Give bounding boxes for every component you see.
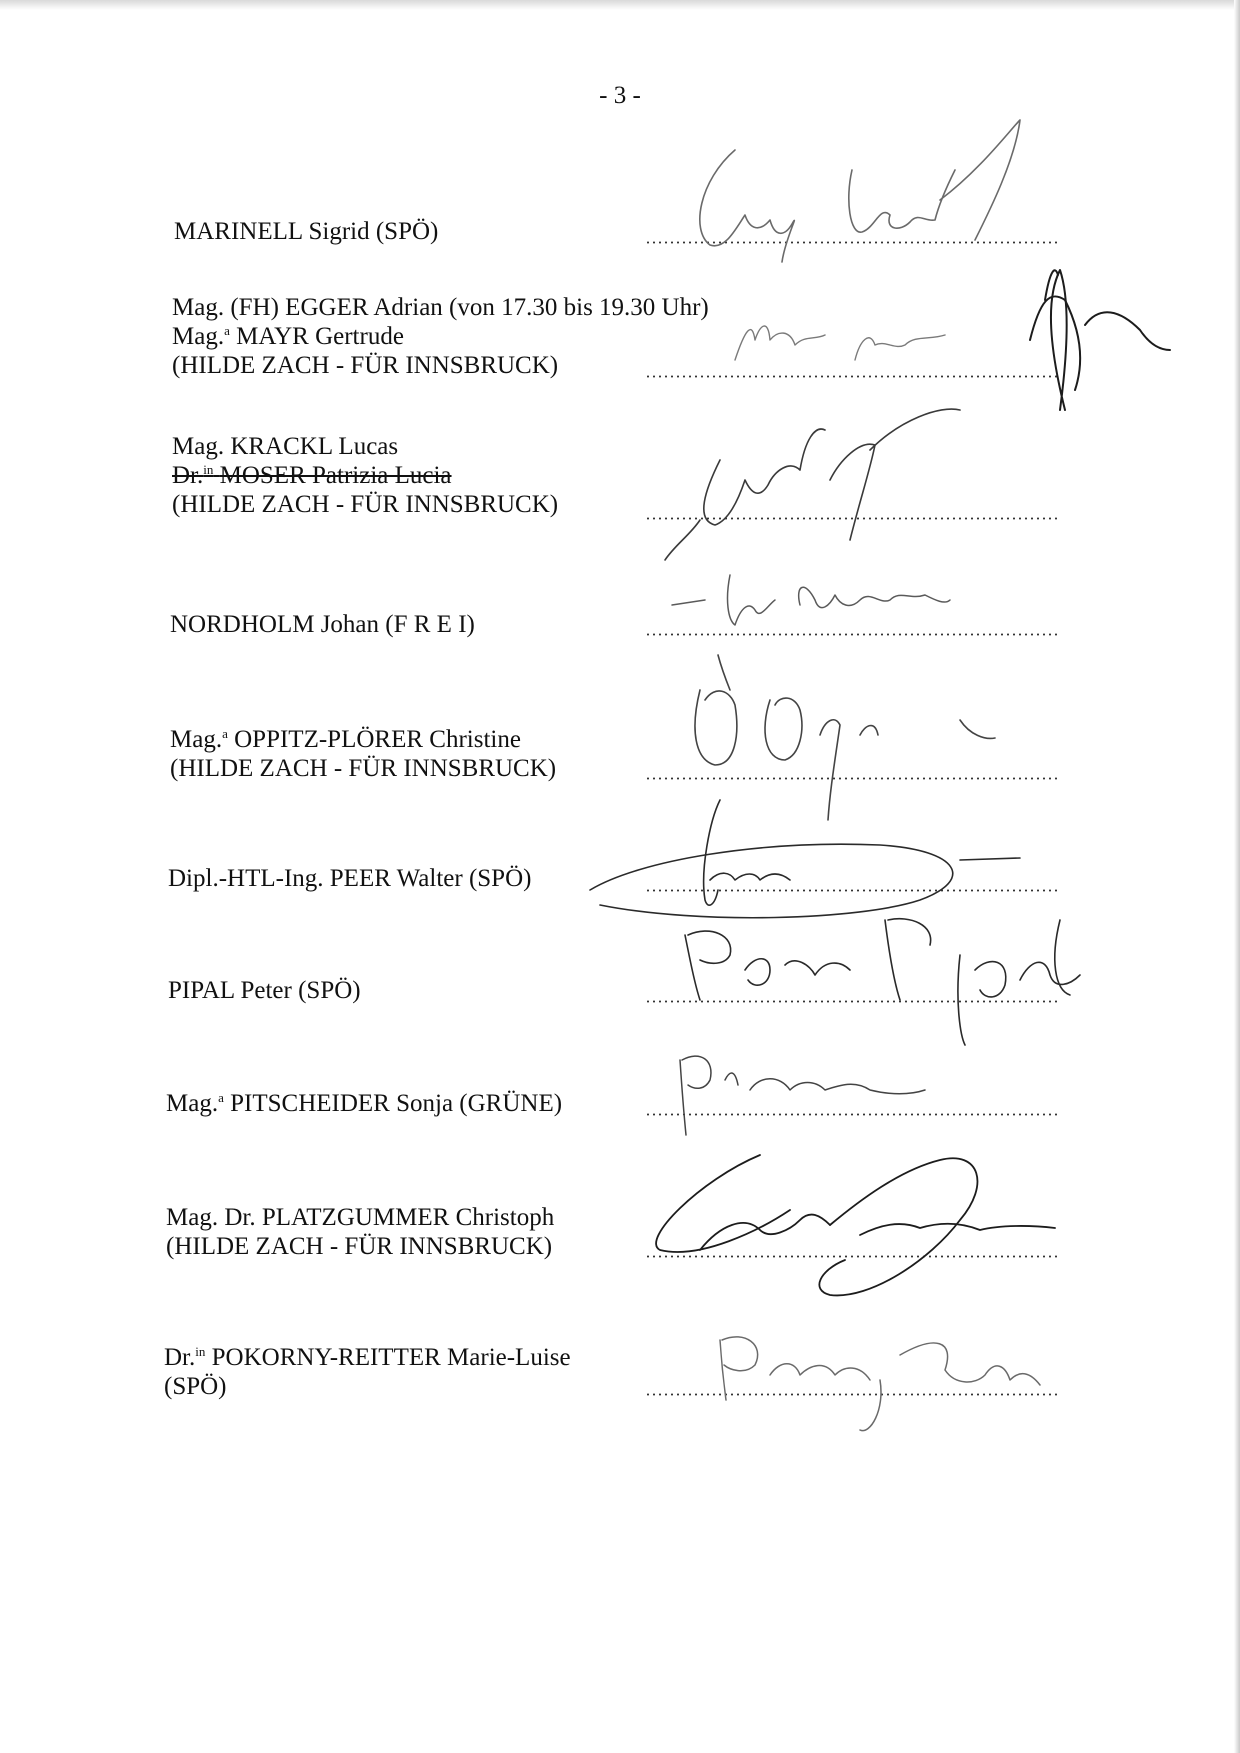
signature-pitscheider bbox=[680, 1056, 925, 1135]
entry-name: PIPAL Peter (SPÖ) bbox=[168, 977, 361, 1004]
title-suffix: a bbox=[218, 1090, 224, 1105]
entry-name: Dipl.-HTL-Ing. PEER Walter (SPÖ) bbox=[168, 865, 532, 892]
signature-dotted-line bbox=[645, 889, 1060, 892]
entry-party: (SPÖ) bbox=[164, 1373, 227, 1400]
signature-dotted-line bbox=[645, 375, 1060, 378]
signature-dotted-line bbox=[645, 777, 1060, 780]
entry-label bbox=[172, 293, 709, 380]
signature-peer bbox=[590, 800, 1020, 918]
entry-label bbox=[168, 864, 531, 893]
title-suffix: a bbox=[224, 323, 230, 338]
signature-platzgummer bbox=[656, 1155, 1055, 1295]
academic-title: Dr. bbox=[164, 1344, 196, 1371]
entry-label bbox=[170, 610, 475, 639]
entry-label bbox=[172, 432, 558, 519]
entry-name-mayr bbox=[172, 322, 709, 351]
signature-dotted-line bbox=[645, 241, 1060, 244]
signature-nordholm bbox=[672, 575, 950, 625]
entry-name bbox=[170, 725, 556, 754]
signature-dotted-line bbox=[645, 633, 1060, 636]
signature-dotted-line bbox=[645, 1113, 1060, 1116]
signature-dotted-line bbox=[645, 1000, 1060, 1003]
entry-label bbox=[166, 1203, 554, 1261]
academic-title: Mag. bbox=[172, 323, 225, 350]
entry-name-moser-struck bbox=[172, 461, 558, 490]
entry-party: (HILDE ZACH - FÜR INNSBRUCK) bbox=[170, 755, 557, 782]
entry-party: (HILDE ZACH - FÜR INNSBRUCK) bbox=[172, 352, 559, 379]
signature-egger bbox=[1030, 270, 1170, 410]
person-name: PITSCHEIDER Sonja (GRÜNE) bbox=[230, 1090, 563, 1117]
person-name: OPPITZ-PLÖRER Christine bbox=[234, 726, 521, 753]
title-suffix: in bbox=[195, 1344, 206, 1359]
entry-party: (HILDE ZACH - FÜR INNSBRUCK) bbox=[172, 491, 559, 518]
entry-label bbox=[168, 976, 361, 1005]
scan-edge-right bbox=[1234, 0, 1240, 1753]
scan-edge-top bbox=[0, 0, 1240, 10]
signature-dotted-line bbox=[645, 1255, 1060, 1258]
entry-name: MARINELL Sigrid (SPÖ) bbox=[174, 218, 439, 245]
signature-krackl bbox=[665, 409, 960, 560]
entry-name-egger: Mag. (FH) EGGER Adrian (von 17.30 bis 19.30 Uhr) bbox=[172, 294, 709, 321]
entry-name: NORDHOLM Johan (F R E I) bbox=[170, 611, 475, 638]
person-name: MOSER Patrizia Lucia bbox=[219, 462, 452, 489]
signature-dotted-line bbox=[645, 517, 1060, 520]
person-name: POKORNY-REITTER Marie-Luise bbox=[211, 1344, 571, 1371]
entry-label bbox=[164, 1343, 571, 1401]
academic-title: Mag. bbox=[170, 726, 223, 753]
title-suffix: a bbox=[222, 726, 228, 741]
signature-pipal bbox=[685, 919, 1080, 1045]
page-number: - 3 - bbox=[599, 82, 641, 109]
entry-label bbox=[170, 725, 556, 783]
title-suffix: in bbox=[203, 462, 214, 477]
entry-name bbox=[164, 1343, 571, 1372]
signature-mayr bbox=[735, 326, 945, 360]
entry-party: (HILDE ZACH - FÜR INNSBRUCK) bbox=[166, 1233, 553, 1260]
entry-name bbox=[166, 1089, 562, 1118]
entry-name: Mag. Dr. PLATZGUMMER Christoph bbox=[166, 1204, 555, 1231]
entry-label bbox=[174, 217, 438, 246]
entry-name-krackl: Mag. KRACKL Lucas bbox=[172, 433, 399, 460]
signature-pokorny-reitter bbox=[720, 1337, 1040, 1431]
signature-oppitz-ploerer bbox=[695, 655, 995, 820]
academic-title: Dr. bbox=[172, 462, 204, 489]
entry-label bbox=[166, 1089, 562, 1118]
signature-dotted-line bbox=[645, 1393, 1060, 1396]
academic-title: Mag. bbox=[166, 1090, 219, 1117]
person-name: MAYR Gertrude bbox=[236, 323, 404, 350]
